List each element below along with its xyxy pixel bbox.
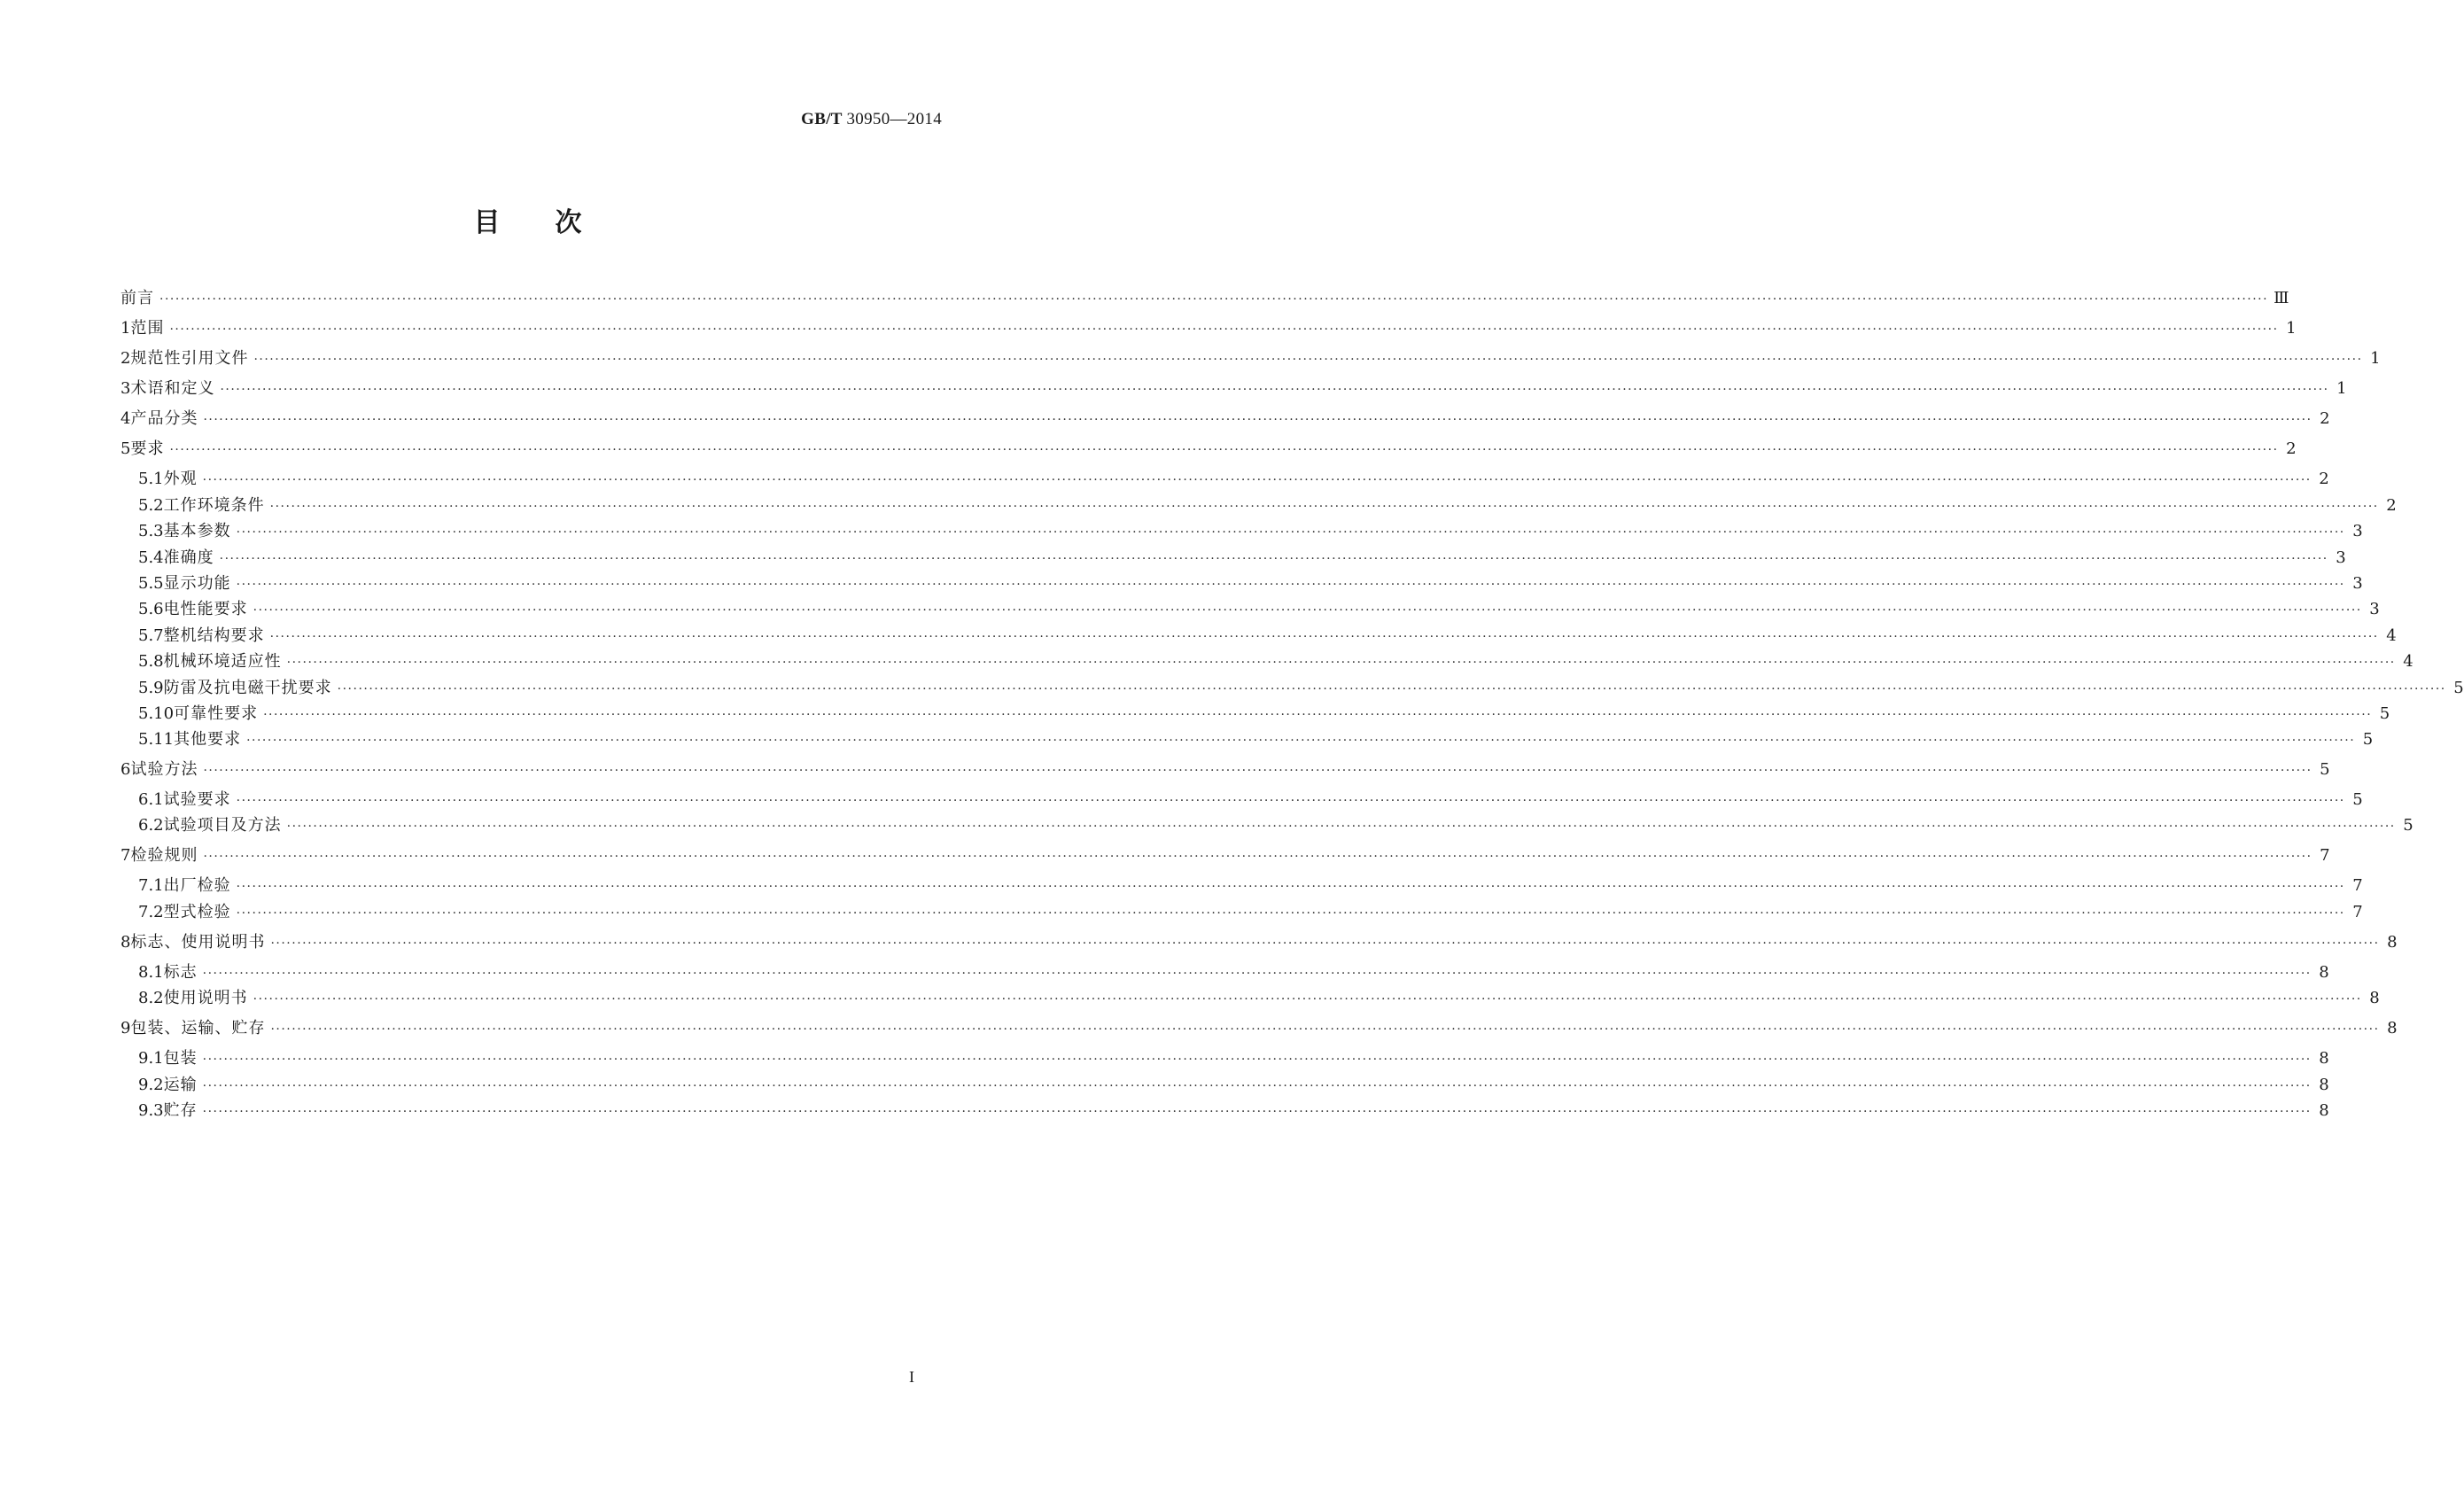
toc-leader-dots: ················································································································································································································································································································································································································: [253, 603, 2362, 618]
toc-entry-title: 包装、运输、贮存: [130, 1019, 266, 1037]
toc-leader-dots: ················································································································································································································································································································································································································: [202, 1105, 2312, 1119]
toc-entry[interactable]: [138, 988, 2380, 1009]
toc-entry-page: Ⅲ: [2274, 289, 2289, 307]
toc-leader-dots: ················································································································································································································································································································································································································: [202, 1053, 2312, 1067]
toc-leader-dots: ················································································································································································································································································································································································································: [219, 552, 2328, 566]
toc-entry-number: 9.2: [138, 1076, 164, 1094]
toc-leader-dots: ················································································································································································································································································································································································································: [253, 353, 2363, 367]
toc-entry-title: 基本参数: [163, 522, 231, 540]
toc-leader-dots: ················································································································································································································································································································································································································: [269, 500, 2379, 514]
toc-leader-dots: ················································································································································································································································································································································································································: [236, 880, 2345, 894]
toc-entry-number: 1: [120, 319, 131, 338]
toc-entry-title: 试验方法: [130, 760, 198, 779]
toc-entry[interactable]: [138, 815, 2413, 836]
toc-entry-number: 5.7: [138, 626, 164, 645]
toc-entry[interactable]: [138, 521, 2363, 542]
toc-entry-number: 5.3: [138, 522, 164, 540]
toc-entry[interactable]: [138, 875, 2363, 897]
standard-code: [801, 110, 942, 129]
toc-entry-number: 7: [120, 846, 131, 865]
toc-entry-number: 5.10: [138, 704, 175, 723]
toc-leader-dots: ················································································································································································································································································································································································································: [159, 292, 2269, 307]
toc-entry-page: 7: [2352, 876, 2363, 895]
toc-leader-dots: ················································································································································································································································································································································································································: [286, 820, 2396, 834]
toc-entry-number: 3: [120, 379, 131, 398]
toc-leader-dots: ················································································································································································································································································································································································································: [286, 656, 2396, 670]
toc-entry-page: 5: [2403, 816, 2413, 835]
toc-entry-page: 2: [2319, 470, 2329, 488]
toc-entry[interactable]: [138, 626, 2397, 647]
toc-entry-number: 5.9: [138, 679, 164, 697]
toc-entry-title: 使用说明书: [163, 989, 248, 1007]
toc-entry-title: 可靠性要求: [174, 704, 259, 723]
toc-entry-page: 7: [2320, 846, 2330, 865]
toc-entry-page: 8: [2319, 1049, 2329, 1068]
toc-leader-dots: ················································································································································································································································································································································································································: [220, 383, 2329, 397]
toc-leader-dots: ················································································································································································································································································································································································································: [270, 1022, 2380, 1037]
toc-entry-number: 6.2: [138, 816, 164, 835]
toc-leader-dots: ················································································································································································································································································································································································································: [169, 443, 2279, 457]
toc-leader-dots: ················································································································································································································································································································································································································: [263, 708, 2373, 722]
toc-entry[interactable]: [120, 845, 2330, 866]
toc-entry[interactable]: [138, 1048, 2329, 1069]
toc-entry[interactable]: [138, 495, 2397, 517]
standard-code-prefix: GB/T: [801, 110, 843, 128]
toc-entry-title: 标志: [163, 963, 198, 982]
toc-entry[interactable]: [138, 703, 2390, 725]
toc-entry-title: 显示功能: [163, 574, 231, 593]
toc-entry-page: 8: [2319, 1101, 2329, 1120]
toc-entry-number: 4: [120, 409, 131, 428]
toc-entry[interactable]: [120, 378, 2347, 400]
toc-leader-dots: ················································································································································································································································································································································································································: [270, 936, 2380, 951]
toc-entry-title: 工作环境条件: [163, 496, 265, 515]
toc-entry-title: 机械环境适应性: [163, 652, 282, 671]
toc-entry-title: 标志、使用说明书: [130, 933, 266, 952]
toc-entry-page: 5: [2362, 730, 2374, 749]
toc-entry-number: 5: [120, 439, 131, 458]
toc-entry-title: 检验规则: [130, 846, 198, 865]
toc-leader-dots: ················································································································································································································································································································································································································: [203, 413, 2312, 427]
toc-leader-dots: ················································································································································································································································································································································································································: [202, 967, 2312, 981]
toc-entry-number: 6: [120, 760, 131, 779]
toc-leader-dots: ················································································································································································································································································································································································································: [202, 1079, 2312, 1093]
toc-entry-number: 7.2: [138, 903, 164, 921]
toc-leader-dots: ················································································································································································································································································································································································································: [337, 682, 2446, 696]
toc-entry-title: 型式检验: [163, 903, 231, 921]
toc-leader-dots: ················································································································································································································································································································································································································: [202, 473, 2312, 487]
toc-entry[interactable]: [120, 318, 2297, 339]
toc-entry-title: 产品分类: [130, 409, 198, 428]
toc-leader-dots: ················································································································································································································································································································································································································: [203, 764, 2312, 778]
toc-entry-title: 规范性引用文件: [130, 349, 249, 368]
standard-code-number: 30950—2014: [846, 110, 942, 128]
toc-entry[interactable]: [120, 932, 2398, 953]
toc-entry-number: 9.1: [138, 1049, 164, 1068]
toc-entry-page: 4: [2386, 626, 2397, 645]
toc-entry-title: 包装: [163, 1049, 198, 1068]
toc-leader-dots: ················································································································································································································································································································································································································: [203, 850, 2312, 864]
toc-entry[interactable]: [138, 1100, 2329, 1122]
toc-entry-title: 准确度: [163, 548, 214, 567]
toc-entry[interactable]: [120, 348, 2381, 369]
toc-entry[interactable]: [138, 902, 2363, 923]
toc-entry-title: 外观: [163, 470, 198, 488]
toc-entry[interactable]: [138, 678, 2464, 699]
toc-entry[interactable]: [120, 439, 2297, 460]
page-number: I: [909, 1368, 914, 1386]
toc-entry-page: 2: [2286, 439, 2297, 458]
toc-entry-page: 8: [2387, 933, 2398, 952]
toc-entry[interactable]: [138, 599, 2380, 620]
toc-entry-title: 术语和定义: [130, 379, 215, 398]
toc-entry-title: 范围: [130, 319, 165, 338]
toc-entry-number: 5.6: [138, 600, 164, 618]
toc-entry-page: 8: [2387, 1019, 2398, 1037]
toc-leader-dots: ················································································································································································································································································································································································································: [236, 578, 2345, 592]
toc-leader-dots: ················································································································································································································································································································································································································: [236, 794, 2345, 808]
toc-entry[interactable]: [120, 759, 2330, 781]
toc-entry-page: 8: [2369, 989, 2380, 1007]
toc-entry-page: 1: [2336, 379, 2347, 398]
toc-leader-dots: ················································································································································································································································································································································································································: [236, 906, 2345, 921]
toc-entry-title: 出厂检验: [163, 876, 231, 895]
toc-entry-page: 8: [2319, 963, 2329, 982]
toc-leader-dots: ················································································································································································································································································································································································································: [269, 630, 2379, 644]
toc-entry-page: 5: [2352, 790, 2363, 809]
toc-entry-title: 试验项目及方法: [163, 816, 282, 835]
toc-entry-title: 其他要求: [174, 730, 242, 749]
toc-entry[interactable]: [138, 469, 2329, 490]
toc-entry-number: 9: [120, 1019, 131, 1037]
toc-entry-number: 5.11: [138, 730, 175, 749]
toc-entry-number: 9.3: [138, 1101, 164, 1120]
toc-entry-title: 要求: [130, 439, 165, 458]
toc-leader-dots: ················································································································································································································································································································································································································: [246, 734, 2356, 748]
toc-entry[interactable]: [138, 651, 2413, 672]
toc-entry[interactable]: [138, 962, 2329, 983]
toc-entry-page: 4: [2403, 652, 2413, 671]
toc-entry-number: 7.1: [138, 876, 164, 895]
toc-entry-title: 整机结构要求: [163, 626, 265, 645]
toc-leader-dots: ················································································································································································································································································································································································································: [169, 322, 2279, 337]
toc-entry[interactable]: [138, 729, 2374, 750]
toc-entry-page: 2: [2320, 409, 2330, 428]
toc-entry-page: 3: [2352, 522, 2363, 540]
toc-entry[interactable]: [120, 1018, 2398, 1039]
toc-entry[interactable]: [120, 408, 2330, 430]
toc-entry-title: 试验要求: [163, 790, 231, 809]
toc-entry-page: 3: [2352, 574, 2363, 593]
toc-entry-number: 8: [120, 933, 131, 952]
toc-entry[interactable]: [138, 548, 2346, 569]
toc-entry-title: 电性能要求: [163, 600, 248, 618]
toc-entry-page: 1: [2370, 349, 2381, 368]
toc-entry-page: 8: [2319, 1076, 2329, 1094]
toc-entry-page: 3: [2336, 548, 2346, 567]
toc-entry-number: 5.2: [138, 496, 164, 515]
toc-entry-title: 运输: [163, 1076, 198, 1094]
toc-entry-title: 前言: [120, 289, 154, 307]
toc-entry-number: 5.1: [138, 470, 164, 488]
toc-entry-number: 8.2: [138, 989, 164, 1007]
toc-entry[interactable]: [138, 789, 2363, 811]
toc-entry[interactable]: [138, 1075, 2329, 1096]
toc-entry-number: 6.1: [138, 790, 164, 809]
toc-entry-title: 贮存: [163, 1101, 198, 1120]
toc-entry-page: 3: [2369, 600, 2380, 618]
toc-entry[interactable]: [138, 573, 2363, 594]
toc-entry-page: 5: [2453, 679, 2464, 697]
toc-entry-page: 2: [2386, 496, 2397, 515]
toc-entry[interactable]: [120, 288, 2289, 309]
toc-entry-number: 5.4: [138, 548, 164, 567]
toc-entry-page: 7: [2352, 903, 2363, 921]
toc-leader-dots: ················································································································································································································································································································································································································: [236, 525, 2345, 540]
toc-entry-number: 5.5: [138, 574, 164, 593]
page-title: 目次: [473, 207, 637, 238]
toc-entry-number: 8.1: [138, 963, 164, 982]
toc-entry-page: 1: [2286, 319, 2297, 338]
toc-entry-number: 2: [120, 349, 131, 368]
toc-entry-title: 防雷及抗电磁干扰要求: [163, 679, 332, 697]
toc-leader-dots: ················································································································································································································································································································································································································: [253, 992, 2362, 1006]
toc-entry-page: 5: [2320, 760, 2330, 779]
toc-entry-page: 5: [2379, 704, 2390, 723]
toc-entry-number: 5.8: [138, 652, 164, 671]
